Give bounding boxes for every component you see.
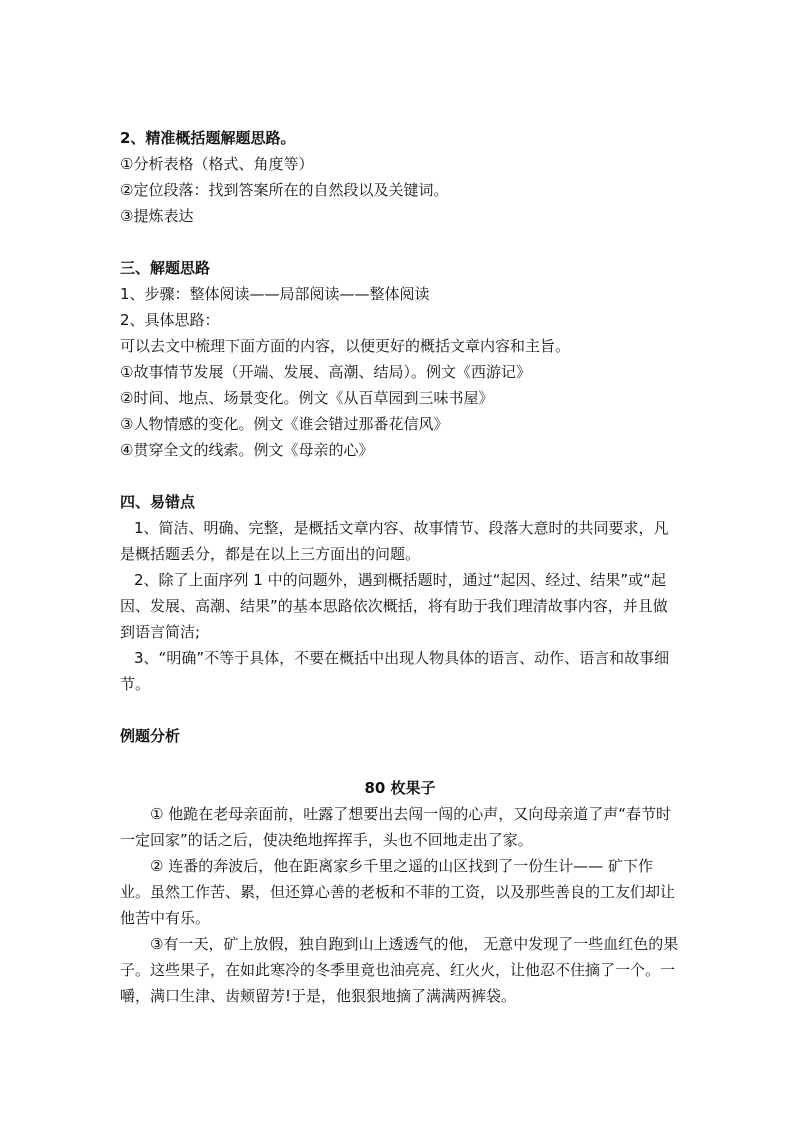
story-paragraph: ③有一天，矿上放假，独自跑到山上透透气的他， 无意中发现了一些血红色的果子。这些果子，在如此寒冷的冬季里竟也油亮亮、红火火，让他忍不住摘了一个。一嚼，满口生津、齿颊留芳!于是，他狠狠地摘了满满两裤袋。	[120, 935, 679, 1005]
section3-heading: 三、解题思路	[120, 259, 211, 277]
section2-heading: 2、精准概括题解题思路。	[120, 129, 296, 147]
section4-paragraph: 1、简洁、明确、完整，是概括文章内容、故事情节、段落大意时的共同要求，凡是概括题丢分，都是在以上三方面出的问题。	[120, 519, 669, 563]
story-paragraph: ① 他跪在老母亲面前，吐露了想要出去闯一闯的心声，又向母亲道了声“春节时一定回家”的话之后，使决绝地挥挥手，头也不回地走出了家。	[120, 805, 671, 849]
section3-item: ③人物情感的变化。例文《谁会错过那番花信风》	[120, 415, 449, 433]
story-paragraph: ② 连番的奔波后，他在距离家乡千里之遥的山区找到了一份生计—— 矿下作业。虽然工作苦、累，但还算心善的老板和不菲的工资，以及那些善良的工友们却让他苦中有乐。	[120, 857, 676, 927]
example-heading: 例题分析	[120, 727, 181, 745]
section3-step: 2、具体思路：	[120, 311, 220, 329]
section4-heading: 四、易错点	[120, 493, 196, 511]
section2-item: ②定位段落：找到答案所在的自然段以及关键词。	[120, 181, 449, 199]
spacer	[120, 749, 680, 775]
section3-item: ④贯穿全文的线索。例文《母亲的心》	[120, 441, 374, 459]
section4-paragraph: 3、“明确”不等于具体，不要在概括中出现人物具体的语言、动作、语言和故事细节。	[120, 649, 670, 693]
section3-item: ②时间、地点、场景变化。例文《从百草园到三味书屋》	[120, 389, 494, 407]
spacer	[120, 697, 680, 723]
section3-step: 1、步骤：整体阅读——局部阅读——整体阅读	[120, 285, 430, 303]
spacer	[120, 463, 680, 489]
section4-paragraph: 2、除了上面序列 1 中的问题外，遇到概括题时，通过“起因、经过、结果”或“起因、发展、高潮、结果”的基本思路依次概括，将有助于我们理清故事内容，并且做到语言简洁;	[120, 571, 668, 641]
section3-item: ①故事情节发展（开端、发展、高潮、结局）。例文《西游记》	[120, 363, 531, 381]
section3-intro: 可以去文中梳理下面方面的内容，以便更好的概括文章内容和主旨。	[120, 337, 571, 355]
document-content	[120, 125, 680, 1009]
section2-item: ①分析表格（格式、角度等）	[120, 155, 314, 173]
spacer	[120, 229, 680, 255]
section2-item: ③提炼表达	[120, 207, 194, 225]
story-title: 80 枚果子	[364, 779, 436, 797]
